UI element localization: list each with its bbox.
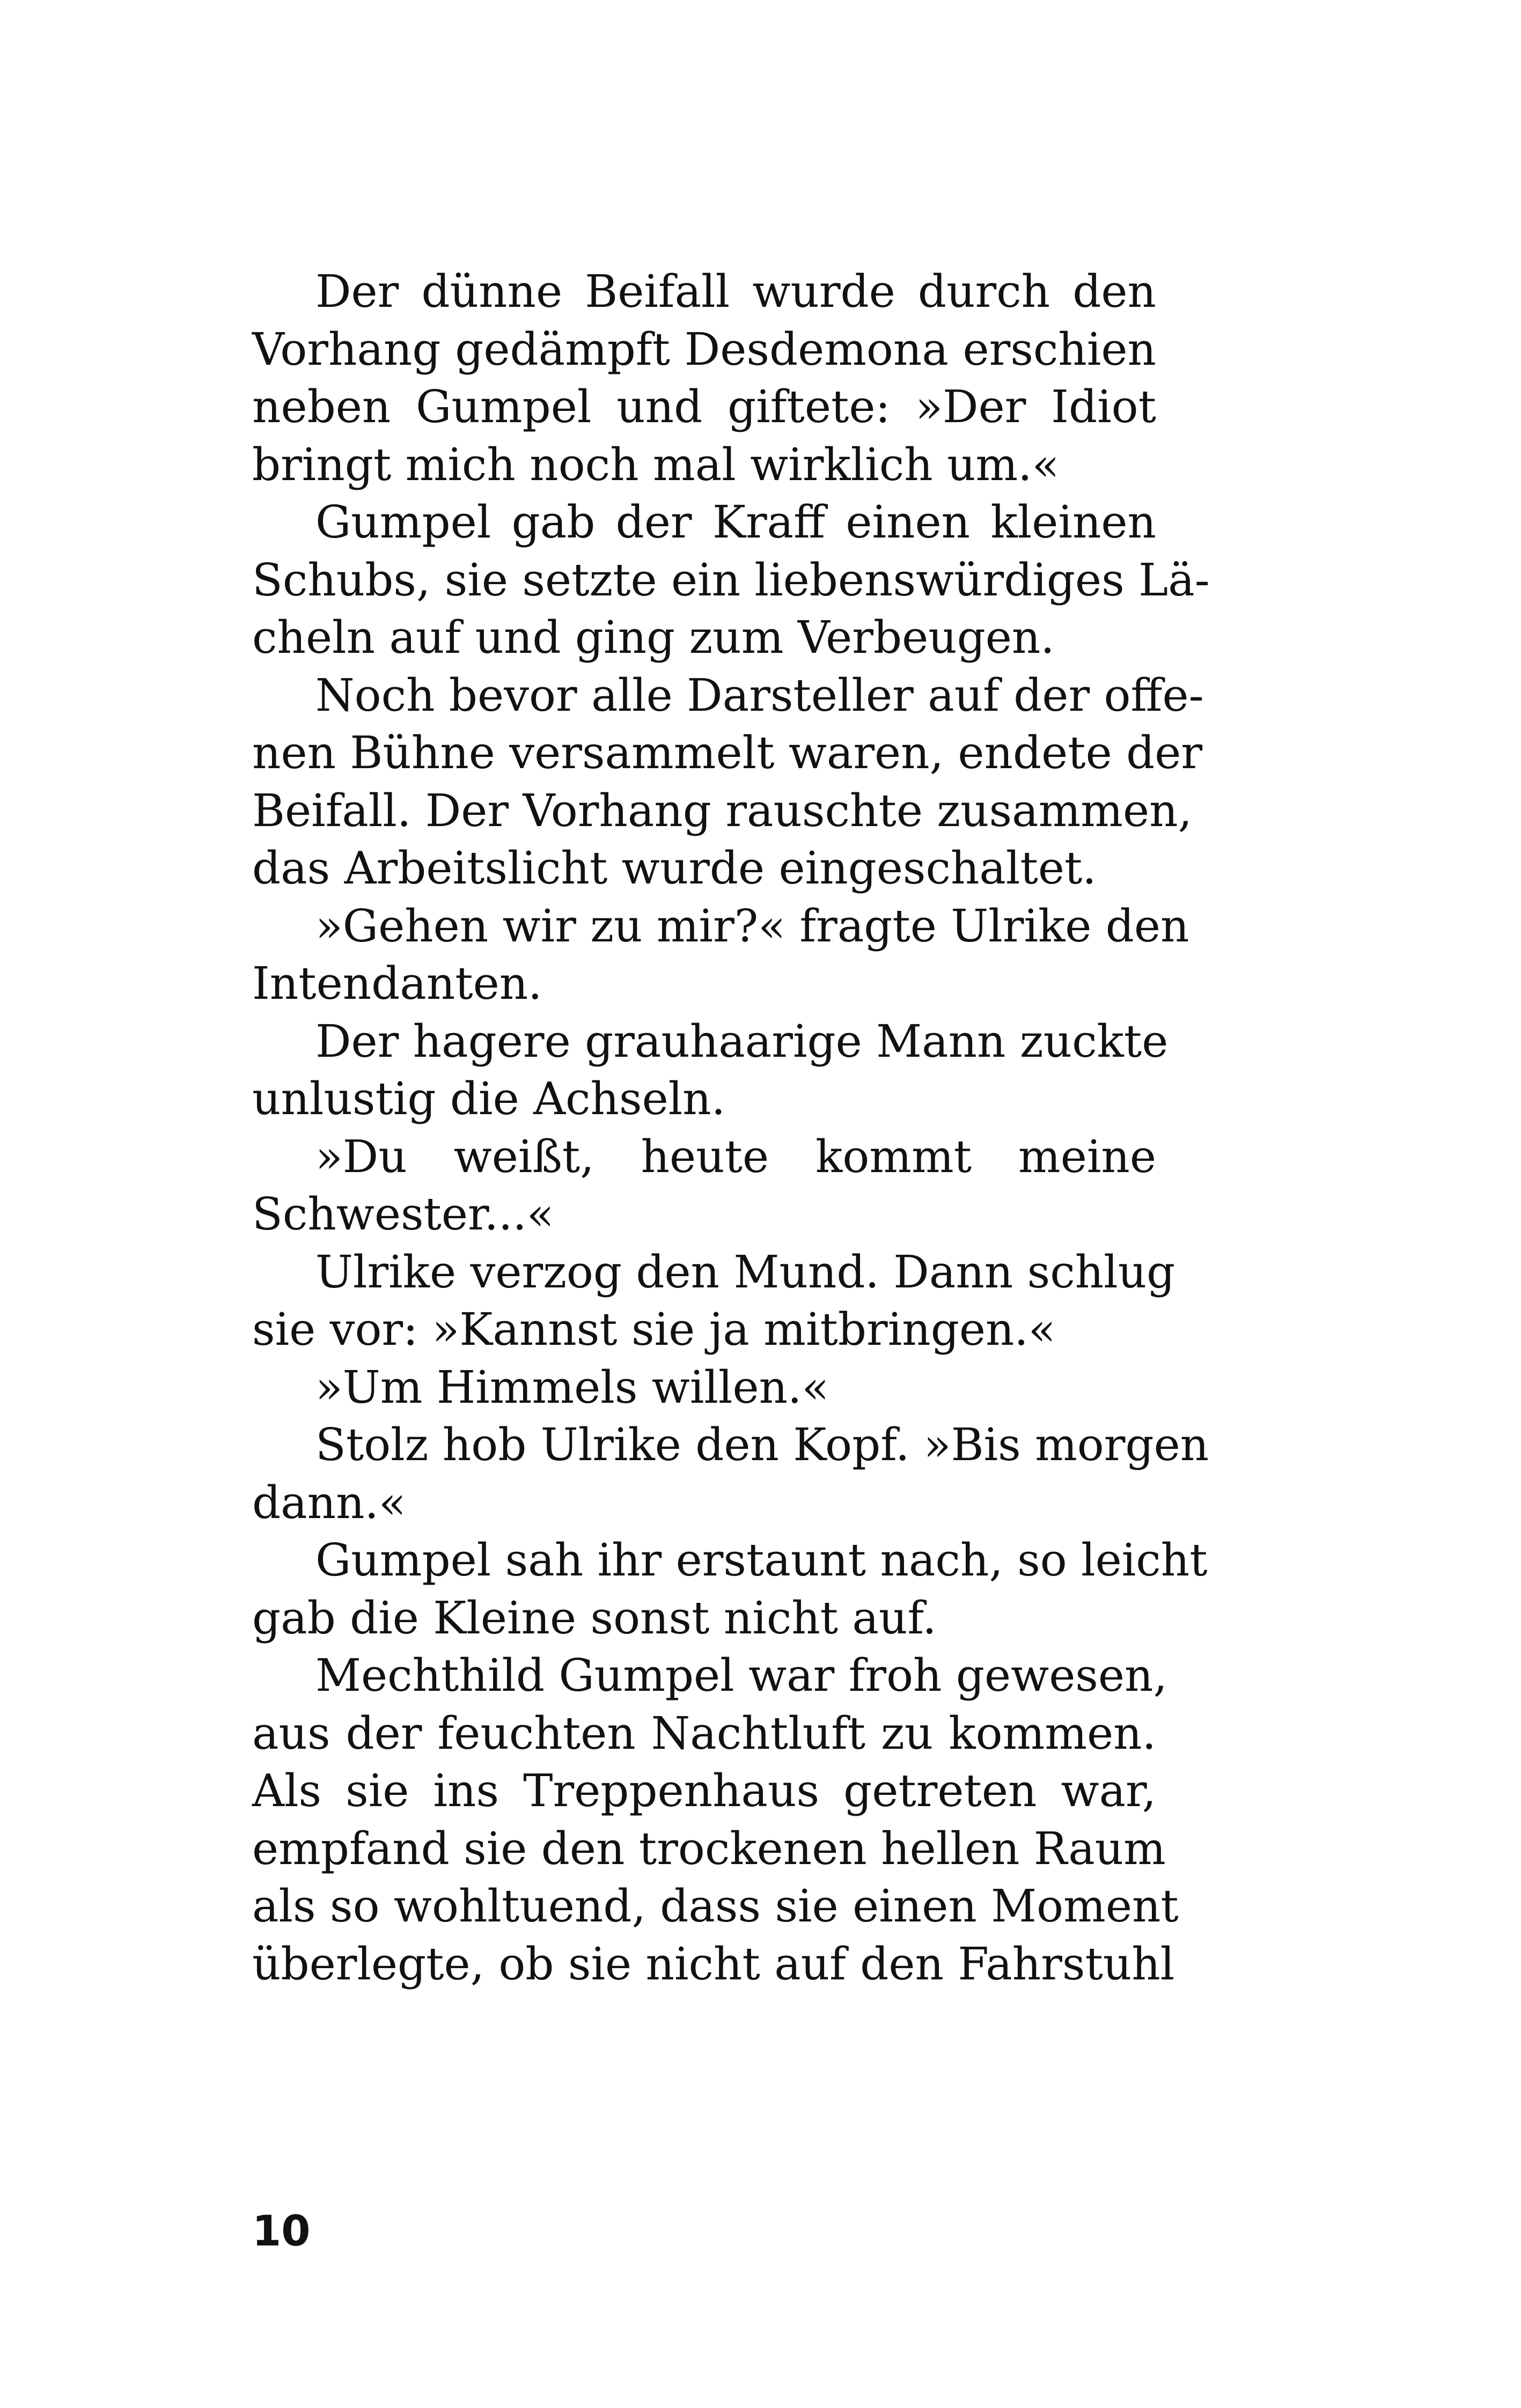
text-line: Gumpel gab der Kraff einen kleinen [315, 496, 1156, 548]
text-line: Der dünne Beifall wurde durch den [315, 266, 1156, 318]
text-line: sie vor: »Kannst sie ja mitbringen.« [252, 1304, 1056, 1356]
text-line: Stolz hob Ulrike den Kopf. »Bis morgen [315, 1419, 1209, 1471]
text-line: Als sie ins Treppenhaus getreten war, [252, 1765, 1156, 1817]
text-line: Beifall. Der Vorhang rauschte zusammen, [252, 784, 1192, 837]
text-line: Mechthild Gumpel war froh gewesen, [315, 1649, 1167, 1702]
text-line: aus der feuchten Nachtluft zu kommen. [252, 1707, 1156, 1759]
text-line: überlegte, ob sie nicht auf den Fahrstuhl [252, 1938, 1175, 1990]
text-line: »Um Himmels willen.« [315, 1361, 829, 1413]
body-text [252, 263, 1210, 1993]
text-line: Ulrike verzog den Mund. Dann schlug [315, 1246, 1175, 1298]
text-line: gab die Kleine sonst nicht auf. [252, 1592, 937, 1644]
text-line: cheln auf und ging zum Verbeugen. [252, 612, 1055, 664]
text-line: dann.« [252, 1476, 406, 1529]
text-line: das Arbeitslicht wurde eingeschaltet. [252, 842, 1097, 894]
text-line: als so wohltuend, dass sie einen Moment [252, 1880, 1179, 1932]
page-number: 10 [252, 2207, 311, 2256]
text-line: unlustig die Achseln. [252, 1073, 726, 1125]
text-line: bringt mich noch mal wirklich um.« [252, 438, 1060, 491]
text-line: »Du weißt, heute kommt meine [315, 1130, 1156, 1183]
text-line: Der hagere grauhaarige Mann zuckte [315, 1015, 1169, 1067]
text-line: Noch bevor alle Darsteller auf der offe- [315, 669, 1204, 721]
text-line: Vorhang gedämpft Desdemona erschien [252, 323, 1156, 375]
text-line: »Gehen wir zu mir?« fragte Ulrike den [315, 900, 1189, 952]
text-line: Gumpel sah ihr erstaunt nach, so leicht [315, 1534, 1208, 1586]
text-line: empfand sie den trockenen hellen Raum [252, 1822, 1166, 1875]
text-line: Schubs, sie setzte ein liebenswürdiges Lä- [252, 554, 1210, 606]
text-line: Schwester...« [252, 1188, 554, 1240]
text-line: nen Bühne versammelt waren, endete der [252, 727, 1203, 779]
text-line: neben Gumpel und giftete: »Der Idiot [252, 381, 1156, 433]
text-line: Intendanten. [252, 958, 542, 1010]
